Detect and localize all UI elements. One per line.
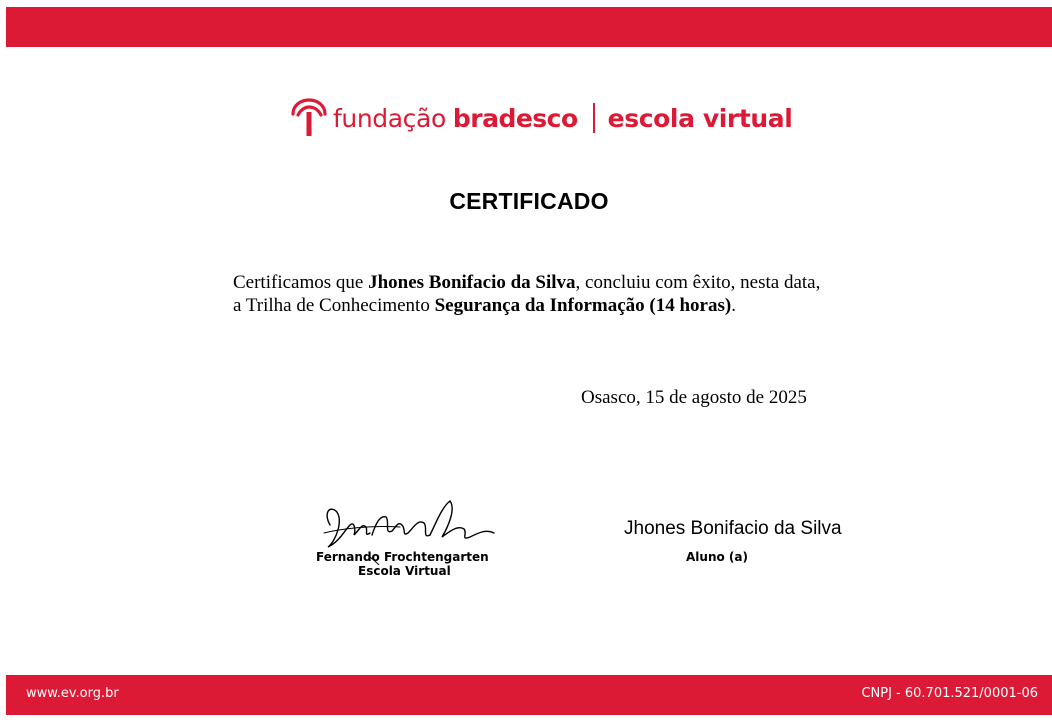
signer-organization: Escola Virtual [358, 564, 451, 578]
body-middle: , concluiu com êxito, nesta data, [575, 272, 821, 293]
signer-name: Fernando Frochtengarten [316, 550, 489, 564]
student-role: Aluno (a) [686, 550, 748, 564]
certificate-page [6, 7, 1052, 723]
certificate-body [233, 271, 873, 317]
top-color-band [6, 7, 1052, 47]
body-intro: Certificamos que [233, 272, 369, 293]
student-name: Jhones Bonifacio da Silva [624, 518, 842, 539]
logo-divider [593, 103, 595, 133]
body-end: . [731, 295, 736, 316]
footer-website: www.ev.org.br [26, 686, 119, 701]
logo-word-fundacao: fundação [333, 103, 446, 133]
body-line2-prefix: a Trilha de Conhecimento [233, 295, 435, 316]
body-course-name: Segurança da Informação (14 horas) [434, 295, 732, 316]
issue-date: Osasco, 15 de agosto de 2025 [581, 387, 807, 408]
certificate-title: CERTIFICADO [449, 188, 609, 214]
logo-word-escola-virtual: escola virtual [607, 103, 793, 133]
body-student-name: Jhones Bonifacio da Silva [368, 272, 576, 293]
signature-block [306, 495, 506, 595]
logo-word-bradesco: bradesco [452, 103, 578, 133]
footer-cnpj: CNPJ - 60.701.521/0001-06 [861, 686, 1038, 701]
fundacao-bradesco-tree-icon [289, 96, 329, 140]
footer-band [6, 675, 1052, 715]
brand-logo [289, 94, 792, 142]
